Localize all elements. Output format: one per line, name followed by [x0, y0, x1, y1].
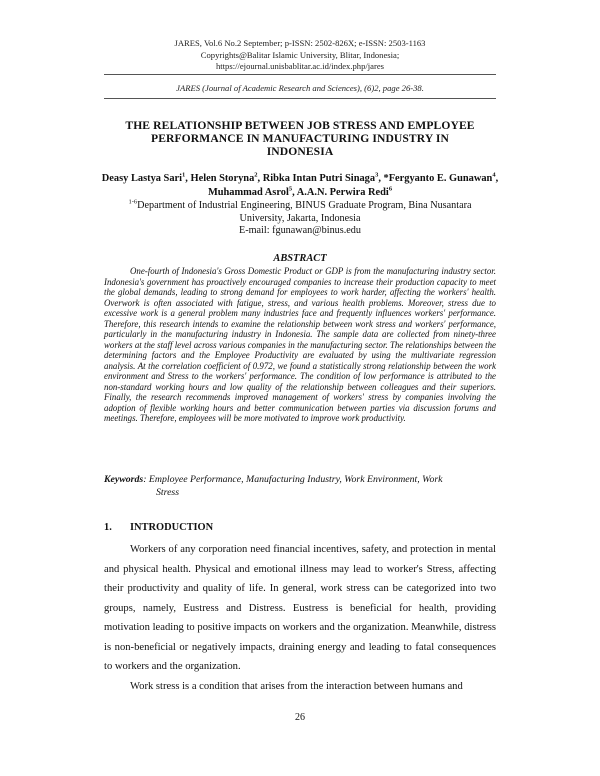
title-line-1: THE RELATIONSHIP BETWEEN JOB STRESS AND EMPLOYEE: [125, 119, 475, 132]
section-heading: [104, 522, 213, 533]
author-sup: 5: [288, 185, 293, 193]
author-name: Helen Storyna: [190, 173, 255, 184]
author-sep: ,: [378, 173, 384, 184]
author-sep: ,: [257, 173, 263, 184]
author-sup: 4: [492, 171, 496, 179]
title-line-2: PERFORMANCE IN MANUFACTURING INDUSTRY IN: [151, 132, 449, 145]
author-sup: 2: [254, 171, 258, 179]
author-name: Deasy Lastya Sari: [101, 173, 183, 184]
author-sep: ,: [292, 187, 297, 198]
title-line-3: INDONESIA: [266, 145, 334, 158]
affiliation: [100, 200, 500, 238]
author-name: *Fergyanto E. Gunawan: [383, 173, 493, 184]
affiliation-line-1: Department of Industrial Engineering, BINUS Graduate Program, Bina Nusantara: [137, 200, 472, 211]
body-text: [104, 540, 496, 696]
author-name: Muhammad Asrol: [207, 187, 289, 198]
keywords-line-1: : Employee Performance, Manufacturing Industry, Work Environment, Work: [143, 474, 443, 485]
section-title: INTRODUCTION: [130, 522, 214, 533]
header-rule-top: [104, 74, 496, 75]
header-line-1: JARES, Vol.6 No.2 September; p-ISSN: 2502-826X; e-ISSN: 2503-1163: [174, 38, 426, 48]
affiliation-line-2: University, Jakarta, Indonesia: [239, 212, 361, 224]
journal-reference: JARES (Journal of Academic Research and Sciences), (6)2, page 26-38.: [176, 83, 424, 93]
abstract-heading: ABSTRACT: [273, 253, 327, 264]
header-rule-bottom: [104, 98, 496, 99]
keywords: [104, 474, 496, 499]
abstract-text: One-fourth of Indonesia's Gross Domestic Product or GDP is from the manufacturing industry sector. Indonesia's government has proactively encouraged companies to increase their production capacity to meet the global demands, leading to strong demand for employees to work harder, affecting the workers' health. Overwork is often associated with fatigue, stress, and various health problems. Moreover, stress due to excessive work is a general problem many industries face and frequently influences workers' performance. Therefore, this research intends to examine the relationship between work stress and workers' performance, particularly in the manufacturing industry in Indonesia. The sample data are collected from ninety-three workers at the staff level across various companies in the manufacturing sector. The relationships between the determining factors and the Employee Productivity are evaluated by using the multivariate regression analysis. At the correlation coefficient of 0.972, we found a statistically strong relationship between the work environment and Stress to the workers' performance. The condition of low performance is attributed to the non-standard working hours and low quality of the relationship between colleagues and their superiors. Finally, the research recommends improved management of workers' stress by companies involving the adoption of flexible working hours and better communication between parties via discussion forums and meetings. Therefore, employees will be more motivated to improve work productivity.: [104, 266, 496, 423]
author-sup: 6: [388, 185, 393, 193]
journal-header: [100, 38, 500, 73]
author-name: A.A.N. Perwira Redi: [296, 187, 389, 198]
author-sup: 3: [375, 171, 379, 179]
paper-title: [100, 119, 500, 158]
keywords-line-2: Stress: [156, 486, 180, 498]
author-name: Ribka Intan Putri Sinaga: [262, 173, 376, 184]
header-line-3[interactable]: https://ejournal.unisbablitar.ac.id/index.php/jares: [215, 61, 385, 71]
author-list: [100, 172, 500, 200]
corresponding-email[interactable]: E-mail: fgunawan@binus.edu: [239, 225, 361, 236]
page-number: 26: [295, 712, 305, 723]
author-sep: ,: [495, 173, 499, 184]
paragraph: Work stress is a condition that arises from the interaction between humans and: [130, 680, 463, 692]
author-sup: 1: [182, 171, 186, 179]
affiliation-sup: 1-6: [128, 198, 138, 206]
section-number: 1.: [104, 522, 112, 533]
header-line-2: Copyrights@Balitar Islamic University, Blitar, Indonesia;: [200, 49, 400, 60]
paragraph: Workers of any corporation need financial incentives, safety, and protection in mental and physical health. Physical and emotional illness may lead to worker's Stress, affecting their productivity and quality of life. In general, work stress can be categorized into two groups, namely, Eustress and Distress. Eustress is beneficial for health, providing motivation leading to positive impacts on workers and the organization. Meanwhile, distress is non-beneficial or negatively impacts, draining energy and leading to fatal consequences to workers and the organization.: [104, 544, 496, 672]
keywords-label: Keywords: [104, 474, 144, 485]
author-sep: ,: [185, 173, 191, 184]
